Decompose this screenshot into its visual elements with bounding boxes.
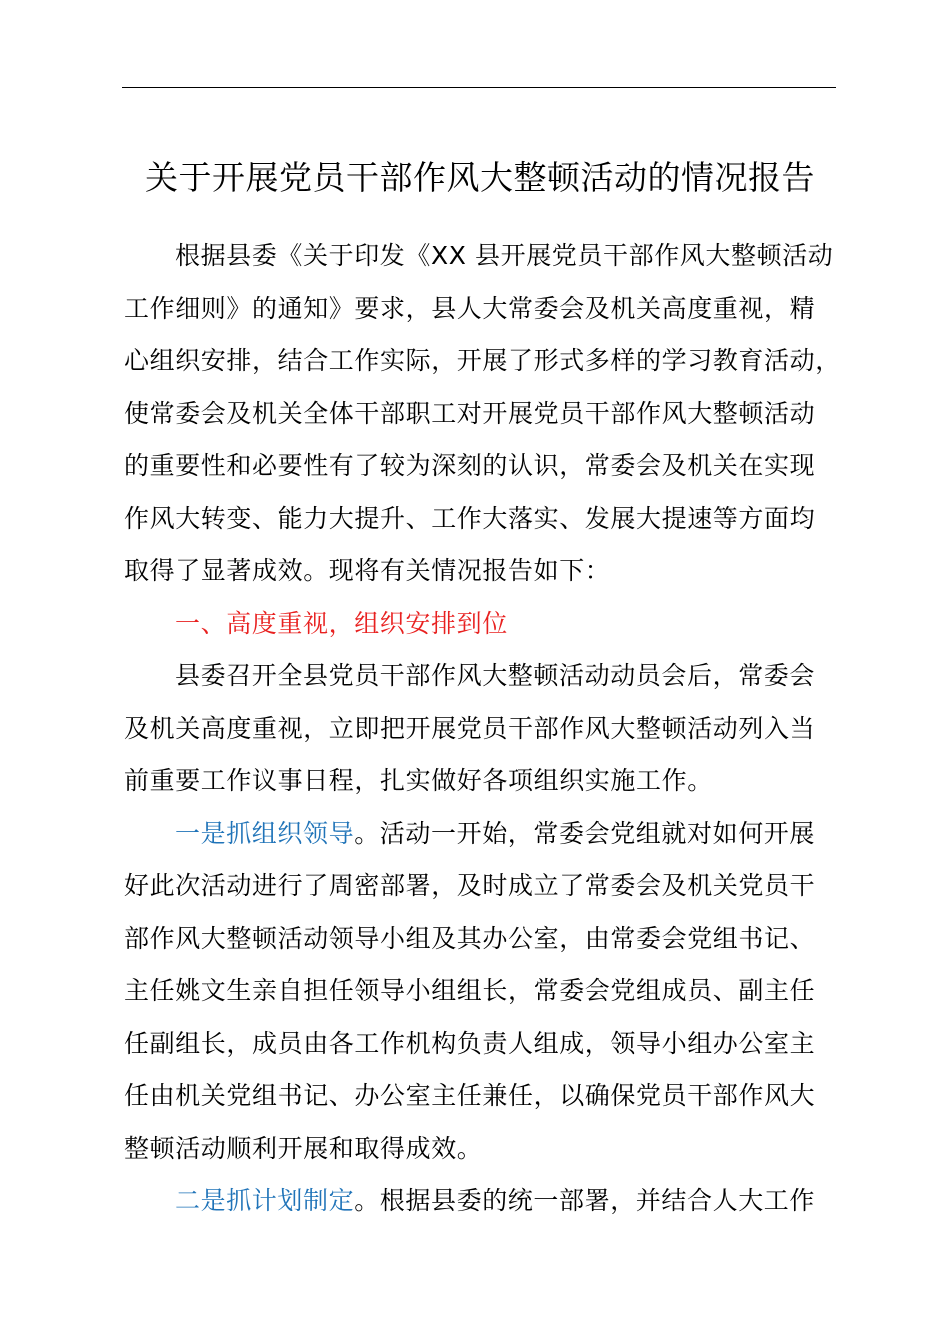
point-line: 好此次活动进行了周密部署，及时成立了常委会及机关党员干 xyxy=(124,871,816,900)
document-body xyxy=(124,230,841,1228)
intro-line: 根据县委《关于印发《XX 县开展党员干部作风大整顿活动 xyxy=(175,241,834,270)
point-first-line xyxy=(124,808,838,861)
point-line: 部作风大整顿活动领导小组及其办公室，由常委会党组书记、 xyxy=(124,923,816,953)
point-lead: 一是抓组织领导 xyxy=(175,818,355,848)
point-line: 任由机关党组书记、办公室主任兼任，以确保党员干部作风大 xyxy=(124,1081,816,1110)
point-line: 任副组长，成员由各工作机构负责人组成，领导小组办公室主 xyxy=(124,1028,816,1058)
section-line: 及机关高度重视，立即把开展党员干部作风大整顿活动列入当 xyxy=(124,713,816,743)
section-line: 前重要工作议事日程，扎实做好各项组织实施工作。 xyxy=(124,766,713,795)
section-line: 县委召开全县党员干部作风大整顿活动动员会后，常委会 xyxy=(175,661,816,690)
point-first-line xyxy=(124,1175,838,1228)
header-rule xyxy=(122,87,836,88)
intro-line: 心组织安排，结合工作实际，开展了形式多样的学习教育活动， xyxy=(124,346,841,375)
point-text: 。根据县委的统一部署，并结合人大工作 xyxy=(354,1186,816,1215)
point-line: 主任姚文生亲自担任领导小组组长，常委会党组成员、副主任 xyxy=(124,976,816,1005)
point-lead: 二是抓计划制定 xyxy=(175,1186,355,1215)
intro-line: 的重要性和必要性有了较为深刻的认识，常委会及机关在实现 xyxy=(124,451,816,480)
document-title: 关于开展党员干部作风大整顿活动的情况报告 xyxy=(145,158,815,197)
intro-line: 作风大转变、能力大提升、工作大落实、发展大提速等方面均 xyxy=(124,503,816,533)
section-heading: 一、高度重视，组织安排到位 xyxy=(175,608,508,638)
intro-line: 取得了显著成效。现将有关情况报告如下： xyxy=(124,556,611,585)
point-text: 。活动一开始，常委会党组就对如何开展 xyxy=(354,818,816,848)
intro-line: 使常委会及机关全体干部职工对开展党员干部作风大整顿活动 xyxy=(124,398,816,428)
point-line: 整顿活动顺利开展和取得成效。 xyxy=(124,1133,483,1163)
intro-line: 工作细则》的通知》要求，县人大常委会及机关高度重视，精 xyxy=(124,293,816,323)
